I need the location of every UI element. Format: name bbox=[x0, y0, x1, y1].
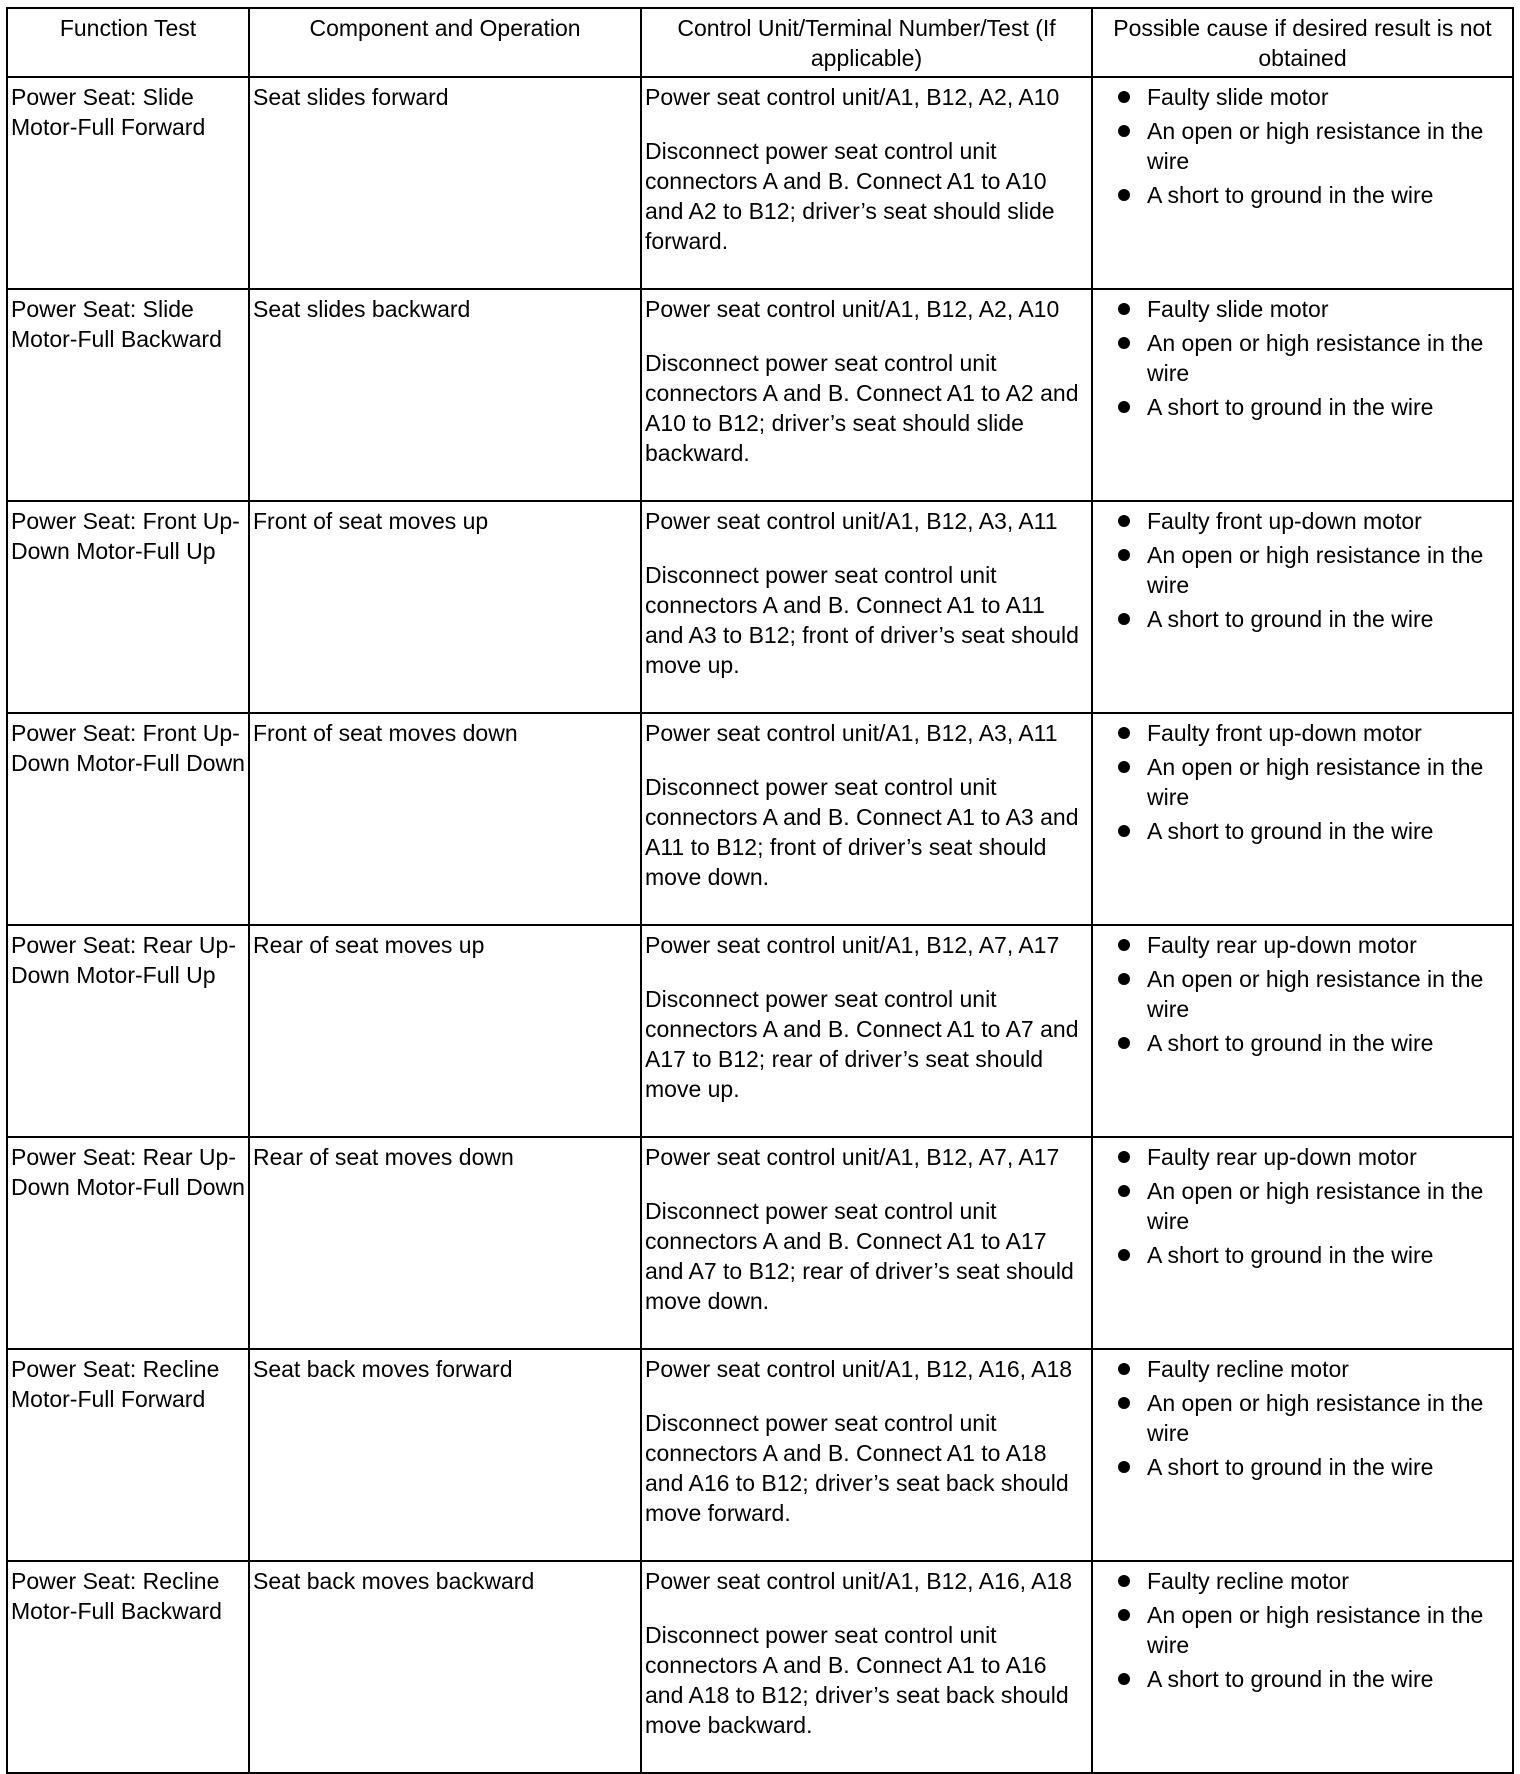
cause-item bbox=[1118, 1388, 1509, 1448]
function-test-table bbox=[6, 7, 1514, 1774]
function-test-cell: Power Seat: Recline Motor-Full Forward bbox=[7, 1349, 249, 1561]
terminal-numbers: Power seat control unit/A1, B12, A16, A18 bbox=[645, 1356, 1073, 1382]
terminal-numbers: Power seat control unit/A1, B12, A3, A11 bbox=[645, 720, 1058, 746]
cause-item bbox=[1118, 328, 1509, 388]
possible-cause-cell bbox=[1092, 77, 1513, 289]
cause-text: A short to ground in the wire bbox=[1147, 1030, 1434, 1056]
cause-text: An open or high resistance in the wire bbox=[1147, 1178, 1484, 1234]
component-operation-cell: Seat slides backward bbox=[249, 289, 641, 501]
control-unit-cell bbox=[641, 1561, 1092, 1773]
cause-text: An open or high resistance in the wire bbox=[1147, 754, 1484, 810]
cause-text: An open or high resistance in the wire bbox=[1147, 966, 1484, 1022]
cause-text: An open or high resistance in the wire bbox=[1147, 542, 1484, 598]
terminal-numbers: Power seat control unit/A1, B12, A3, A11 bbox=[645, 508, 1058, 534]
cause-text: Faulty front up-down motor bbox=[1147, 720, 1422, 746]
bullet-icon bbox=[1118, 1249, 1130, 1261]
header-component-operation: Component and Operation bbox=[249, 8, 641, 77]
bullet-icon bbox=[1118, 1673, 1130, 1685]
cause-item bbox=[1118, 1452, 1509, 1482]
component-operation-cell: Seat back moves backward bbox=[249, 1561, 641, 1773]
cause-item bbox=[1118, 180, 1509, 210]
cause-item bbox=[1118, 964, 1509, 1024]
function-test-cell: Power Seat: Rear Up-Down Motor-Full Up bbox=[7, 925, 249, 1137]
table-row bbox=[7, 1137, 1513, 1349]
cause-item bbox=[1118, 1176, 1509, 1236]
cause-item bbox=[1118, 1028, 1509, 1058]
terminal-numbers: Power seat control unit/A1, B12, A7, A17 bbox=[645, 1144, 1060, 1170]
bullet-icon bbox=[1118, 761, 1130, 773]
cause-text: Faulty recline motor bbox=[1147, 1356, 1349, 1382]
function-test-sheet bbox=[6, 7, 1512, 1774]
cause-list bbox=[1096, 1566, 1509, 1694]
cause-item bbox=[1118, 816, 1509, 846]
test-procedure: Disconnect power seat control unit connectors A and B. Connect A1 to A17 and A7 to B12; rear of driver’s seat should move down. bbox=[645, 1198, 1074, 1314]
cause-text: A short to ground in the wire bbox=[1147, 606, 1434, 632]
terminal-numbers: Power seat control unit/A1, B12, A7, A17 bbox=[645, 932, 1060, 958]
bullet-icon bbox=[1118, 1037, 1130, 1049]
bullet-icon bbox=[1118, 939, 1130, 951]
table-row bbox=[7, 1349, 1513, 1561]
function-test-cell: Power Seat: Slide Motor-Full Backward bbox=[7, 289, 249, 501]
cause-item bbox=[1118, 1354, 1509, 1384]
bullet-icon bbox=[1118, 515, 1130, 527]
possible-cause-cell bbox=[1092, 925, 1513, 1137]
possible-cause-cell bbox=[1092, 501, 1513, 713]
component-operation-cell: Front of seat moves up bbox=[249, 501, 641, 713]
cause-item bbox=[1118, 1240, 1509, 1270]
cause-list bbox=[1096, 930, 1509, 1058]
table-row bbox=[7, 925, 1513, 1137]
cause-list bbox=[1096, 1142, 1509, 1270]
control-unit-cell bbox=[641, 289, 1092, 501]
cause-text: Faulty slide motor bbox=[1147, 296, 1329, 322]
bullet-icon bbox=[1118, 1609, 1130, 1621]
function-test-cell: Power Seat: Recline Motor-Full Backward bbox=[7, 1561, 249, 1773]
terminal-numbers: Power seat control unit/A1, B12, A16, A18 bbox=[645, 1568, 1073, 1594]
possible-cause-cell bbox=[1092, 1349, 1513, 1561]
header-control-unit-terminal: Control Unit/Terminal Number/Test (If applicable) bbox=[641, 8, 1092, 77]
cause-text: An open or high resistance in the wire bbox=[1147, 118, 1484, 174]
bullet-icon bbox=[1118, 125, 1130, 137]
possible-cause-cell bbox=[1092, 289, 1513, 501]
terminal-numbers: Power seat control unit/A1, B12, A2, A10 bbox=[645, 296, 1060, 322]
control-unit-cell bbox=[641, 713, 1092, 925]
cause-item bbox=[1118, 1600, 1509, 1660]
bullet-icon bbox=[1118, 337, 1130, 349]
cause-item bbox=[1118, 540, 1509, 600]
bullet-icon bbox=[1118, 613, 1130, 625]
bullet-icon bbox=[1118, 303, 1130, 315]
cause-text: Faulty slide motor bbox=[1147, 84, 1329, 110]
bullet-icon bbox=[1118, 1397, 1130, 1409]
cause-text: An open or high resistance in the wire bbox=[1147, 1390, 1484, 1446]
cause-text: Faulty rear up-down motor bbox=[1147, 932, 1417, 958]
component-operation-cell: Rear of seat moves up bbox=[249, 925, 641, 1137]
test-procedure: Disconnect power seat control unit connectors A and B. Connect A1 to A7 and A17 to B12; rear of driver’s seat should move up. bbox=[645, 986, 1079, 1102]
cause-text: A short to ground in the wire bbox=[1147, 818, 1434, 844]
table-row bbox=[7, 713, 1513, 925]
table-row bbox=[7, 289, 1513, 501]
cause-item bbox=[1118, 1566, 1509, 1596]
table-row bbox=[7, 501, 1513, 713]
cause-list bbox=[1096, 506, 1509, 634]
cause-item bbox=[1118, 930, 1509, 960]
cause-item bbox=[1118, 1142, 1509, 1172]
cause-text: Faulty recline motor bbox=[1147, 1568, 1349, 1594]
cause-list bbox=[1096, 718, 1509, 846]
table-body bbox=[7, 77, 1513, 1773]
cause-item bbox=[1118, 506, 1509, 536]
bullet-icon bbox=[1118, 1575, 1130, 1587]
component-operation-cell: Front of seat moves down bbox=[249, 713, 641, 925]
bullet-icon bbox=[1118, 727, 1130, 739]
bullet-icon bbox=[1118, 1461, 1130, 1473]
test-procedure: Disconnect power seat control unit connectors A and B. Connect A1 to A18 and A16 to B12; driver’s seat back should move forward. bbox=[645, 1410, 1069, 1526]
control-unit-cell bbox=[641, 1349, 1092, 1561]
component-operation-cell: Seat slides forward bbox=[249, 77, 641, 289]
bullet-icon bbox=[1118, 401, 1130, 413]
table-row bbox=[7, 77, 1513, 289]
function-test-cell: Power Seat: Rear Up-Down Motor-Full Down bbox=[7, 1137, 249, 1349]
cause-item bbox=[1118, 82, 1509, 112]
cause-text: An open or high resistance in the wire bbox=[1147, 330, 1484, 386]
cause-list bbox=[1096, 1354, 1509, 1482]
possible-cause-cell bbox=[1092, 1137, 1513, 1349]
test-procedure: Disconnect power seat control unit connectors A and B. Connect A1 to A10 and A2 to B12; driver’s seat should slide forward. bbox=[645, 138, 1055, 254]
terminal-numbers: Power seat control unit/A1, B12, A2, A10 bbox=[645, 84, 1060, 110]
cause-text: Faulty rear up-down motor bbox=[1147, 1144, 1417, 1170]
test-procedure: Disconnect power seat control unit connectors A and B. Connect A1 to A3 and A11 to B12; front of driver’s seat should move down. bbox=[645, 774, 1079, 890]
bullet-icon bbox=[1118, 189, 1130, 201]
cause-text: A short to ground in the wire bbox=[1147, 394, 1434, 420]
bullet-icon bbox=[1118, 1185, 1130, 1197]
function-test-cell: Power Seat: Front Up-Down Motor-Full Down bbox=[7, 713, 249, 925]
component-operation-cell: Seat back moves forward bbox=[249, 1349, 641, 1561]
header-possible-cause: Possible cause if desired result is not obtained bbox=[1092, 8, 1513, 77]
possible-cause-cell bbox=[1092, 1561, 1513, 1773]
cause-item bbox=[1118, 392, 1509, 422]
cause-text: A short to ground in the wire bbox=[1147, 1242, 1434, 1268]
control-unit-cell bbox=[641, 1137, 1092, 1349]
cause-text: A short to ground in the wire bbox=[1147, 1666, 1434, 1692]
cause-item bbox=[1118, 294, 1509, 324]
cause-list bbox=[1096, 82, 1509, 210]
test-procedure: Disconnect power seat control unit connectors A and B. Connect A1 to A16 and A18 to B12; driver’s seat back should move backward. bbox=[645, 1622, 1069, 1738]
cause-item bbox=[1118, 752, 1509, 812]
cause-list bbox=[1096, 294, 1509, 422]
table-row bbox=[7, 1561, 1513, 1773]
cause-text: An open or high resistance in the wire bbox=[1147, 1602, 1484, 1658]
cause-item bbox=[1118, 718, 1509, 748]
bullet-icon bbox=[1118, 549, 1130, 561]
cause-item bbox=[1118, 116, 1509, 176]
component-operation-cell: Rear of seat moves down bbox=[249, 1137, 641, 1349]
test-procedure: Disconnect power seat control unit connectors A and B. Connect A1 to A2 and A10 to B12; driver’s seat should slide backward. bbox=[645, 350, 1079, 466]
test-procedure: Disconnect power seat control unit connectors A and B. Connect A1 to A11 and A3 to B12; front of driver’s seat should move up. bbox=[645, 562, 1079, 678]
bullet-icon bbox=[1118, 1363, 1130, 1375]
function-test-cell: Power Seat: Front Up-Down Motor-Full Up bbox=[7, 501, 249, 713]
cause-item bbox=[1118, 604, 1509, 634]
cause-text: A short to ground in the wire bbox=[1147, 182, 1434, 208]
function-test-cell: Power Seat: Slide Motor-Full Forward bbox=[7, 77, 249, 289]
cause-item bbox=[1118, 1664, 1509, 1694]
bullet-icon bbox=[1118, 91, 1130, 103]
bullet-icon bbox=[1118, 825, 1130, 837]
control-unit-cell bbox=[641, 501, 1092, 713]
control-unit-cell bbox=[641, 77, 1092, 289]
header-function-test: Function Test bbox=[7, 8, 249, 77]
cause-text: A short to ground in the wire bbox=[1147, 1454, 1434, 1480]
cause-text: Faulty front up-down motor bbox=[1147, 508, 1422, 534]
header-row bbox=[7, 8, 1513, 77]
bullet-icon bbox=[1118, 1151, 1130, 1163]
control-unit-cell bbox=[641, 925, 1092, 1137]
possible-cause-cell bbox=[1092, 713, 1513, 925]
bullet-icon bbox=[1118, 973, 1130, 985]
